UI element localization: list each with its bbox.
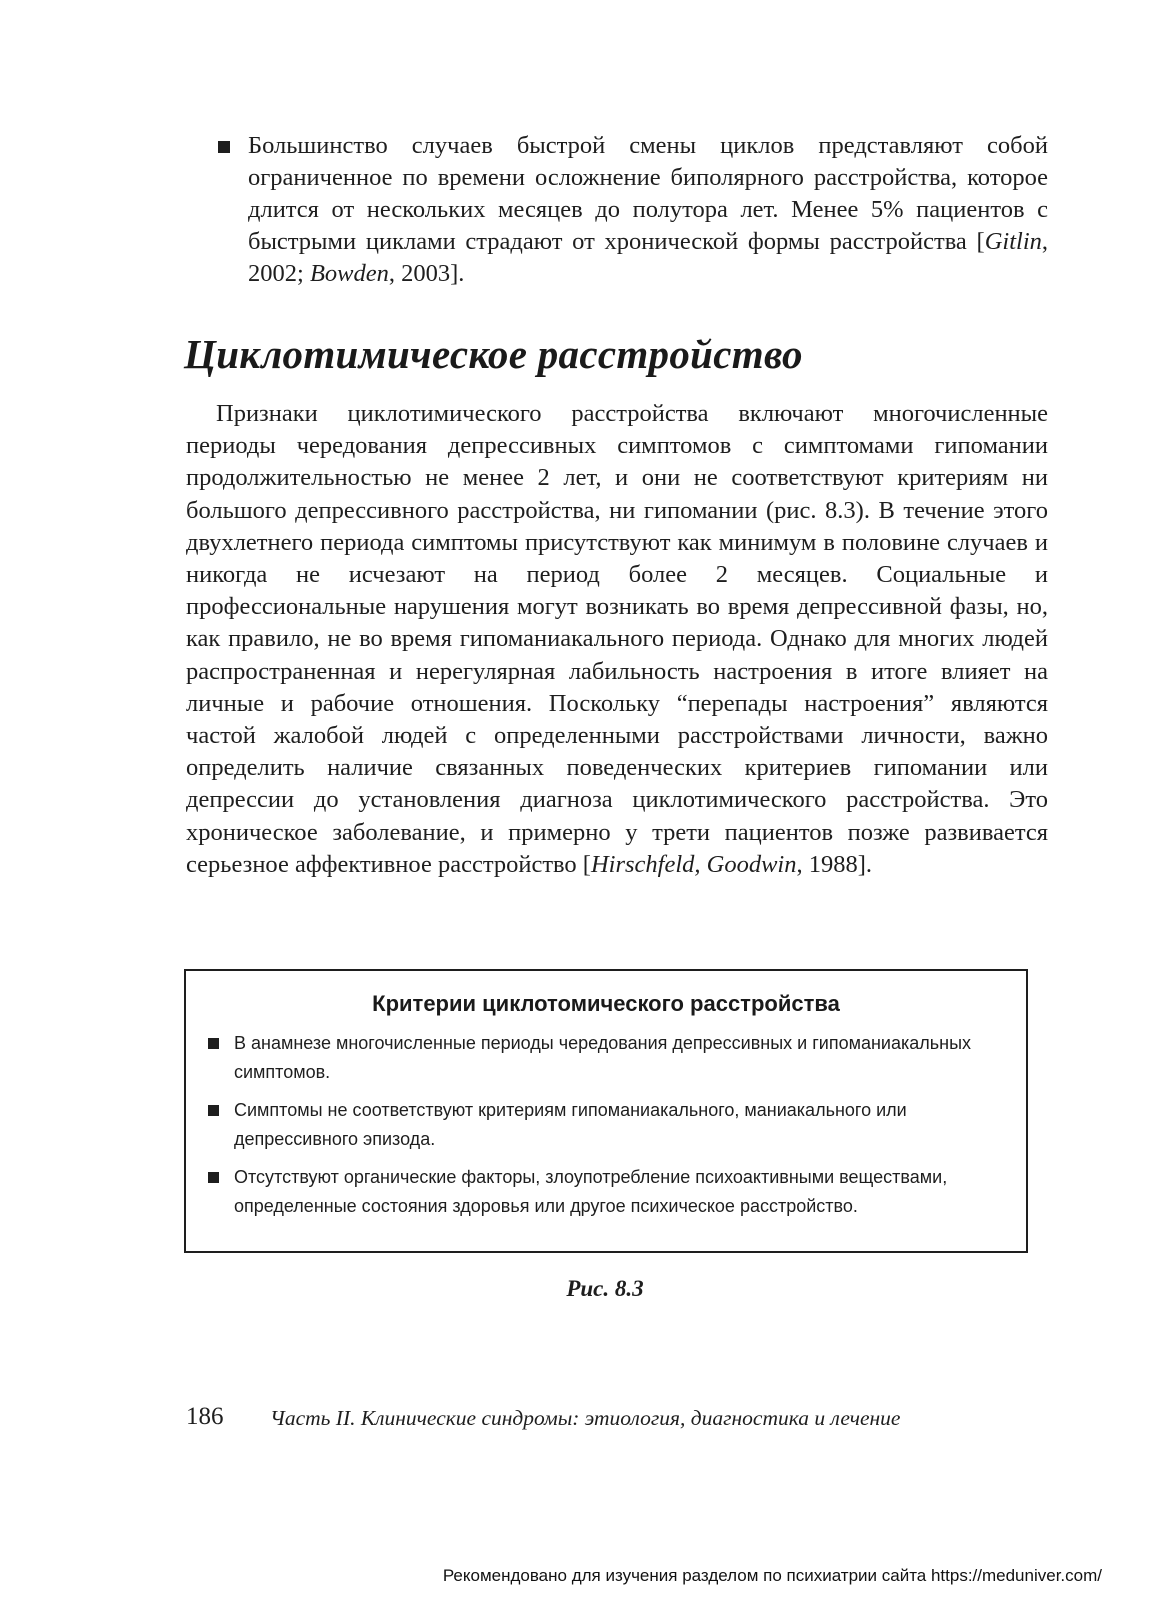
bullet-square-icon — [208, 1172, 219, 1183]
figure-caption: Рис. 8.3 — [566, 1276, 644, 1301]
paragraph-citation-end: , 1988]. — [796, 850, 873, 878]
criteria-item-text: В анамнезе многочисленные периоды чередования депрессивных и гипоманиакальных симптомов. — [234, 1033, 972, 1082]
criteria-box-title: Критерии циклотомического расстройства — [372, 991, 840, 1016]
bullet-square-icon — [208, 1105, 219, 1116]
criteria-item-text: Симптомы не соответствуют критериям гипоманиакального, маниакального или депрессивного эпизода. — [234, 1100, 907, 1149]
section-title: Циклотимическое расстройство — [184, 331, 803, 377]
criteria-box — [184, 969, 1028, 1253]
citation-bowden: Bowden — [309, 260, 389, 287]
citation-end: , 2003]. — [388, 260, 465, 287]
watermark-text: Рекомендовано для изучения разделом по психиатрии сайта https://meduniver.com/ — [442, 1566, 1102, 1585]
bullet-text — [248, 130, 1048, 290]
citation-hirschfeld-goodwin: Hirschfeld, Goodwin — [590, 850, 797, 878]
criteria-item-text: Отсутствуют органические факторы, злоупотребление психоактивными веществами, определенные состояния здоровья или другое психическое расстройство. — [234, 1167, 948, 1216]
criteria-item — [208, 1163, 1008, 1221]
citation-separator: , 2002; — [248, 228, 1048, 287]
citation-gitlin: Gitlin — [984, 228, 1042, 255]
rapid-cycling-bullet — [218, 130, 1048, 290]
running-title: Часть II. Клинические синдромы: этиология, диагностика и лечение — [270, 1406, 901, 1430]
criteria-item — [208, 1029, 1008, 1087]
bullet-square-icon — [208, 1038, 219, 1049]
bullet-square-icon — [218, 141, 230, 153]
page-number: 186 — [186, 1403, 224, 1430]
bullet-text-main: Большинство случаев быстрой смены циклов представляют собой ограниченное по времени осложнение биполярного расстройства, которое длится от нескольких месяцев до полутора лет. Менее 5% пациентов с быстрыми циклами страдают от хронической формы расстройства [ — [248, 132, 1048, 255]
paragraph-text: Признаки циклотимического расстройства включают многочисленные периоды чередования депрессивных симптомов с симптомами гипомании продолжительностью не менее 2 лет, и они не соответствуют критериям ни большого депрессивного расстройства, ни гипомании (рис. 8.3). В течение этого двухлетнего периода симптомы присутствуют как минимум в половине случаев и никогда не исчезают на период более 2 месяцев. Социальные и профессиональные нарушения могут возникать во время депрессивной фазы, но, как правило, не во время гипоманиакального периода. Однако для многих людей распространенная и нерегулярная лабильность настроения в итоге влияет на личные и рабочие отношения. Поскольку “перепады настроения” являются частой жалобой людей с определенными расстройствами личности, важно определить наличие связанных поведенческих критериев гипомании или депрессии до установления диагноза циклотимического расстройства. Это хроническое заболевание, и примерно у трети пациентов позже развивается серьезное аффективное расстройство [ — [186, 400, 1048, 878]
criteria-item — [208, 1096, 1008, 1154]
section-paragraph — [186, 398, 1048, 881]
criteria-list — [208, 1029, 1008, 1230]
